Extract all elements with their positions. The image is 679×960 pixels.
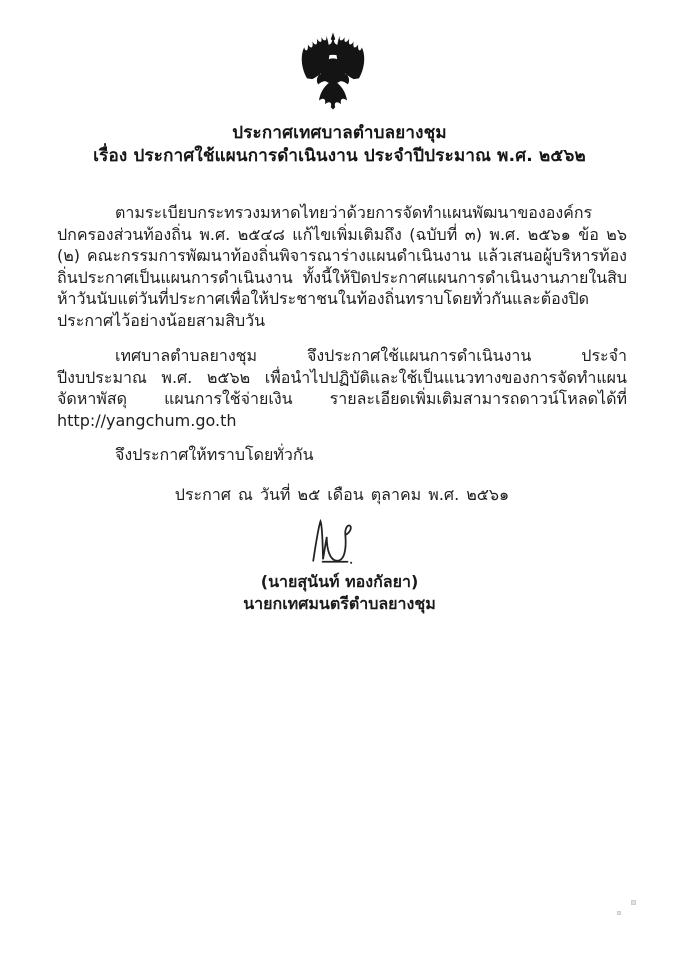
document-header [0,122,679,168]
paragraph-regulation: ตามระเบียบกระทรวงมหาดไทยว่าด้วยการจัดทำแผนพัฒนาขององค์กรปกครองส่วนท้องถิ่น พ.ศ. ๒๕๔๘ แก้ไขเพิ่มเติมถึง (ฉบับที่ ๓) พ.ศ. ๒๕๖๑ ข้อ ๒๖ (๒) คณะกรรมการพัฒนาท้องถิ่นพิจารณาร่างแผนดำเนินงาน แล้วเสนอผู้บริหารท้องถิ่นประกาศเป็นแผนการดำเนินงาน ทั้งนี้ให้ปิดประกาศแผนการดำเนินงานภายในสิบห้าวันนับแต่วันที่ประกาศเพื่อให้ประชาชนในท้องถิ่นทราบโดยทั่วกันและต้องปิดประกาศไว้อย่างน้อยสามสิบวัน [57,203,627,330]
signer-title: นายกเทศมนตรีตำบลยางชุม [243,593,436,613]
document-body [0,202,679,508]
announcement-date: ประกาศ ณ วันที่ ๒๕ เดือน ตุลาคม พ.ศ. ๒๕๖๑ [174,484,510,504]
scan-artifact-speck [617,911,621,915]
paragraph-closing: จึงประกาศให้ทราบโดยทั่วกัน [115,445,314,464]
paragraph-announcement: เทศบาลตำบลยางชุม จึงประกาศใช้แผนการดำเนินงาน ประจำปีงบประมาณ พ.ศ. ๒๕๖๒ เพื่อนำไปปฏิบัติและใช้เป็นแนวทางของการจัดทำแผนจัดหาพัสดุ แผนการใช้จ่ายเงิน รายละเอียดเพิ่มเติมสามารถดาวน์โหลดได้ที่ http://yangchum.go.th [57,346,627,430]
scan-artifact-speck [631,900,636,905]
garuda-emblem-icon [296,30,370,112]
page-title: ประกาศเทศบาลตำบลยางชุม [232,123,447,143]
signer-name: (นายสุนันท์ ทองกัลยา) [260,571,419,591]
handwritten-signature-icon [308,514,360,568]
signature-block [0,514,679,615]
subject-line: เรื่อง ประกาศใช้แผนการดำเนินงาน ประจำปีประมาณ พ.ศ. ๒๕๖๒ [93,146,586,166]
